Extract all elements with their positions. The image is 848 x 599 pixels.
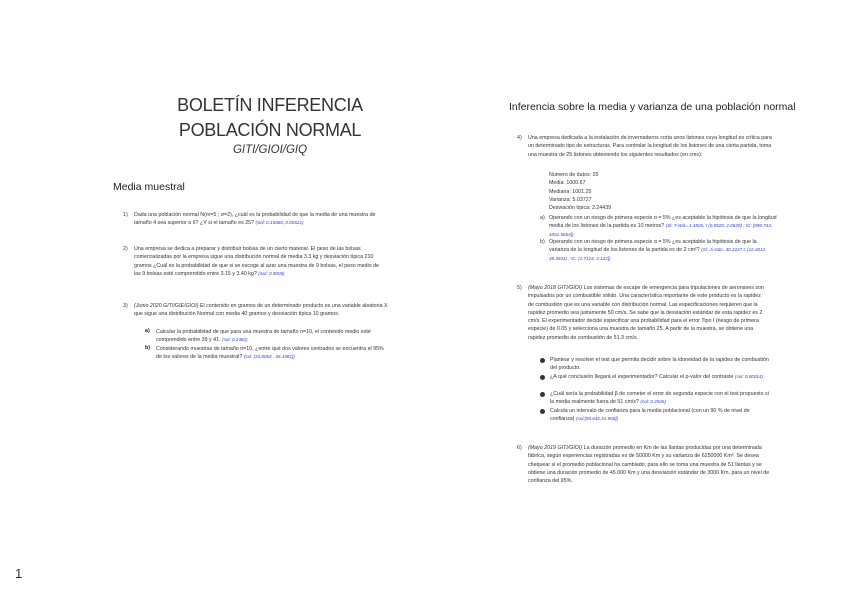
subquestion-5b [550,373,772,381]
solution: (sol:[50.642,51.958]) [575,416,619,422]
question-number: 3) [123,303,128,309]
question-text: Dada una población normal N(m=5 ; σ=2), ¿cuál es la probabilidad de que la media de una muestra de tamaño 4 sea superior a 6? ¿Y si el tamaño es 25? [134,212,376,227]
question-number: 6) [517,445,522,451]
exam-tag: (Mayo 2019 GITI/GIOI) [528,445,583,451]
solution: (sol: 0.2482) [221,337,248,343]
subquestion-label: b) [145,345,150,351]
question-number: 4) [517,135,522,141]
solution: (sol: [33.8063 , 46.1981]) [243,354,295,360]
question-4: Una empresa dedicada a la instalación de invernaderos corta unos listones cuya longitud es crítica para un determinado tipo de estructuras. Para controlar la longitud de los listones de una cierta partida, toma una muestra de 25 listones obteniendo los siguientes resultados (en cms): [528,135,772,158]
subquestion-4b [549,238,777,263]
subquestion-bullet-d [540,409,545,414]
subquestion-3b [156,345,388,362]
page-number: 1 [15,566,23,581]
document-subtitle: GITI/GIOI/GIQ [232,144,308,156]
subquestion-text: ¿Cuál sería la probabilidad β de cometer el error de segunda especie con el test propuesto si la media realmente fuera de 51 cm/s? [550,391,769,406]
question-number: 2) [123,246,128,252]
subquestion-5a [550,356,772,373]
subquestion-label: a) [145,328,150,334]
subquestion-label: a) [540,215,545,221]
question-5 [528,284,768,342]
solution: (Sol: 0.9005) [258,270,285,276]
question-number: 1) [123,212,128,218]
document-title-line2: POBLACIÓN NORMAL [178,120,362,140]
document-title-line1: BOLETÍN INFERENCIA [177,95,363,115]
solution: (sol: 0.2946) [640,399,666,405]
question-1 [134,211,389,228]
stat-variance: Varianza: 5.03727 [549,196,592,203]
question-3 [134,302,389,319]
subquestion-bullet-b [540,375,545,380]
question-text: La duración promedio en Km de las llantas producidas por una determinada fábrica, según experiencias registradas es de 50000 Km y su varianza de 6250000 Km². Se desea chequear si el promedio poblacional ha cambiado; para ello se toma una muestra de 51 llantas y se obtiene una duración promedio de 45.000 Km y una desviación estándar de 3000 Km, para un nivel de confianza del 95%. [528,445,770,485]
question-text: Una empresa se dedica a preparar y distribuir bolsas de un cierto material. El peso de las bolsas comercializadas por la empresa sigue una distribución normal de media 3.3 kg y desviación típica 210 gramos ¿Cuál es la probabilidad de que si se escoge al azar una muestra de 9 bolsas, el peso medio de las 9 bolsas esté comprendido entre 3.15 y 3.40 kg? [134,246,379,277]
subquestion-text: Calcular la probabilidad de que para una muestra de tamaño n=10, el contenido medio esté comprendido entre 39 y 41. [156,329,371,344]
subquestion-text: Considerando muestras de tamaño n=10, ¿entre qué dos valores centrados se encuentra el 95% de los valores de la media muestral? [156,346,384,361]
question-text: Los sistemas de escape de emergencia para tripulaciones de aeronaves son impulsados por un combustible sólido. Una característica importante de este producto es la rapidez de combustión que es una variable con distribución normal. Las especificaciones requieren que la rapidez promedio sea justamente 50 cm/s. Se sabe que la desviación estándar de esta rapidez es 2 cm/s. El experimentador decide especificar una probabilidad para el error Tipo I (riesgo de primera especie) de 0.05 y selecciona una muestra de tamaño 25. A partir de la muestra, se obtiene una rapidez promedio de combustión de 51.3 cm/s. [528,285,764,341]
solution: (Sl: T-stat= 1.4926, t (0.0520, 2.0639) ; IC: [999.743, 1001.5664]) [549,223,773,237]
subquestion-bullet-c [540,392,545,397]
question-number: 5) [517,285,522,291]
section-heading-media-muestral: Media muestral [113,181,185,193]
stat-mean: Media: 1000.67 [549,180,586,187]
stat-n: Numero de datos: 25 [549,172,599,178]
subquestion-3a [156,328,388,345]
question-6 [528,444,776,485]
subquestion-label: b) [540,239,545,245]
subquestion-4a [549,214,777,239]
exam-tag: (Mayo 2018 GITI/GIOI) [528,285,583,291]
solution: (sol: 0.00014) [734,374,764,379]
solution: (Sol: 0.15866; 0.00621) [255,220,304,226]
subquestion-text: Operando con un riesgo de primera especie α = 5% ¿es aceptable la hipótesis de que la varianza de la longitud de los listones de la partida es de 2 cm²? [549,239,757,254]
stat-median: Mediana: 1001.25 [549,188,592,195]
exam-tag: (Junio 2020 GITI/GIE/GIOI) [134,303,199,309]
subquestion-5c [550,390,772,407]
subquestion-bullet-a [540,358,545,363]
section-heading-inferencia: Inferencia sobre la media y varianza de una población normal [509,101,796,113]
stat-sd: Desviación típica: 2.24439 [549,205,612,212]
subquestion-5d [550,407,772,424]
subquestion-text: Plantear y resolver el test que permita decidir sobre la idoneidad de la rapidez de combustión del producto. [550,357,769,372]
subquestion-text: ¿A qué conclusión llegará el experimentador? Calcular el p-valor del contraste [550,374,734,380]
question-text: El contenido en gramos de un determinado producto es una variable aleatoria X que sigue una distribución Normal con media 40 gramos y desviación típica 10 gramos. [134,303,388,318]
subquestion-text: Operando con un riesgo de primera especie α = 5% ¿es aceptable la hipótesis de que la longitud media de los listones de la partida es 10 metros? [549,215,777,230]
stats-summary [549,171,699,212]
solution: (Sl: Ji-stat= 30.2227 c (12.4012, 39.3641) ; IC: (1.7124, 3.122]) [549,247,767,261]
subquestion-text: Calcula un intervalo de confianza para la media poblacional (con un 90 % de nivel de confianza) [550,408,750,423]
question-2 [134,245,384,278]
